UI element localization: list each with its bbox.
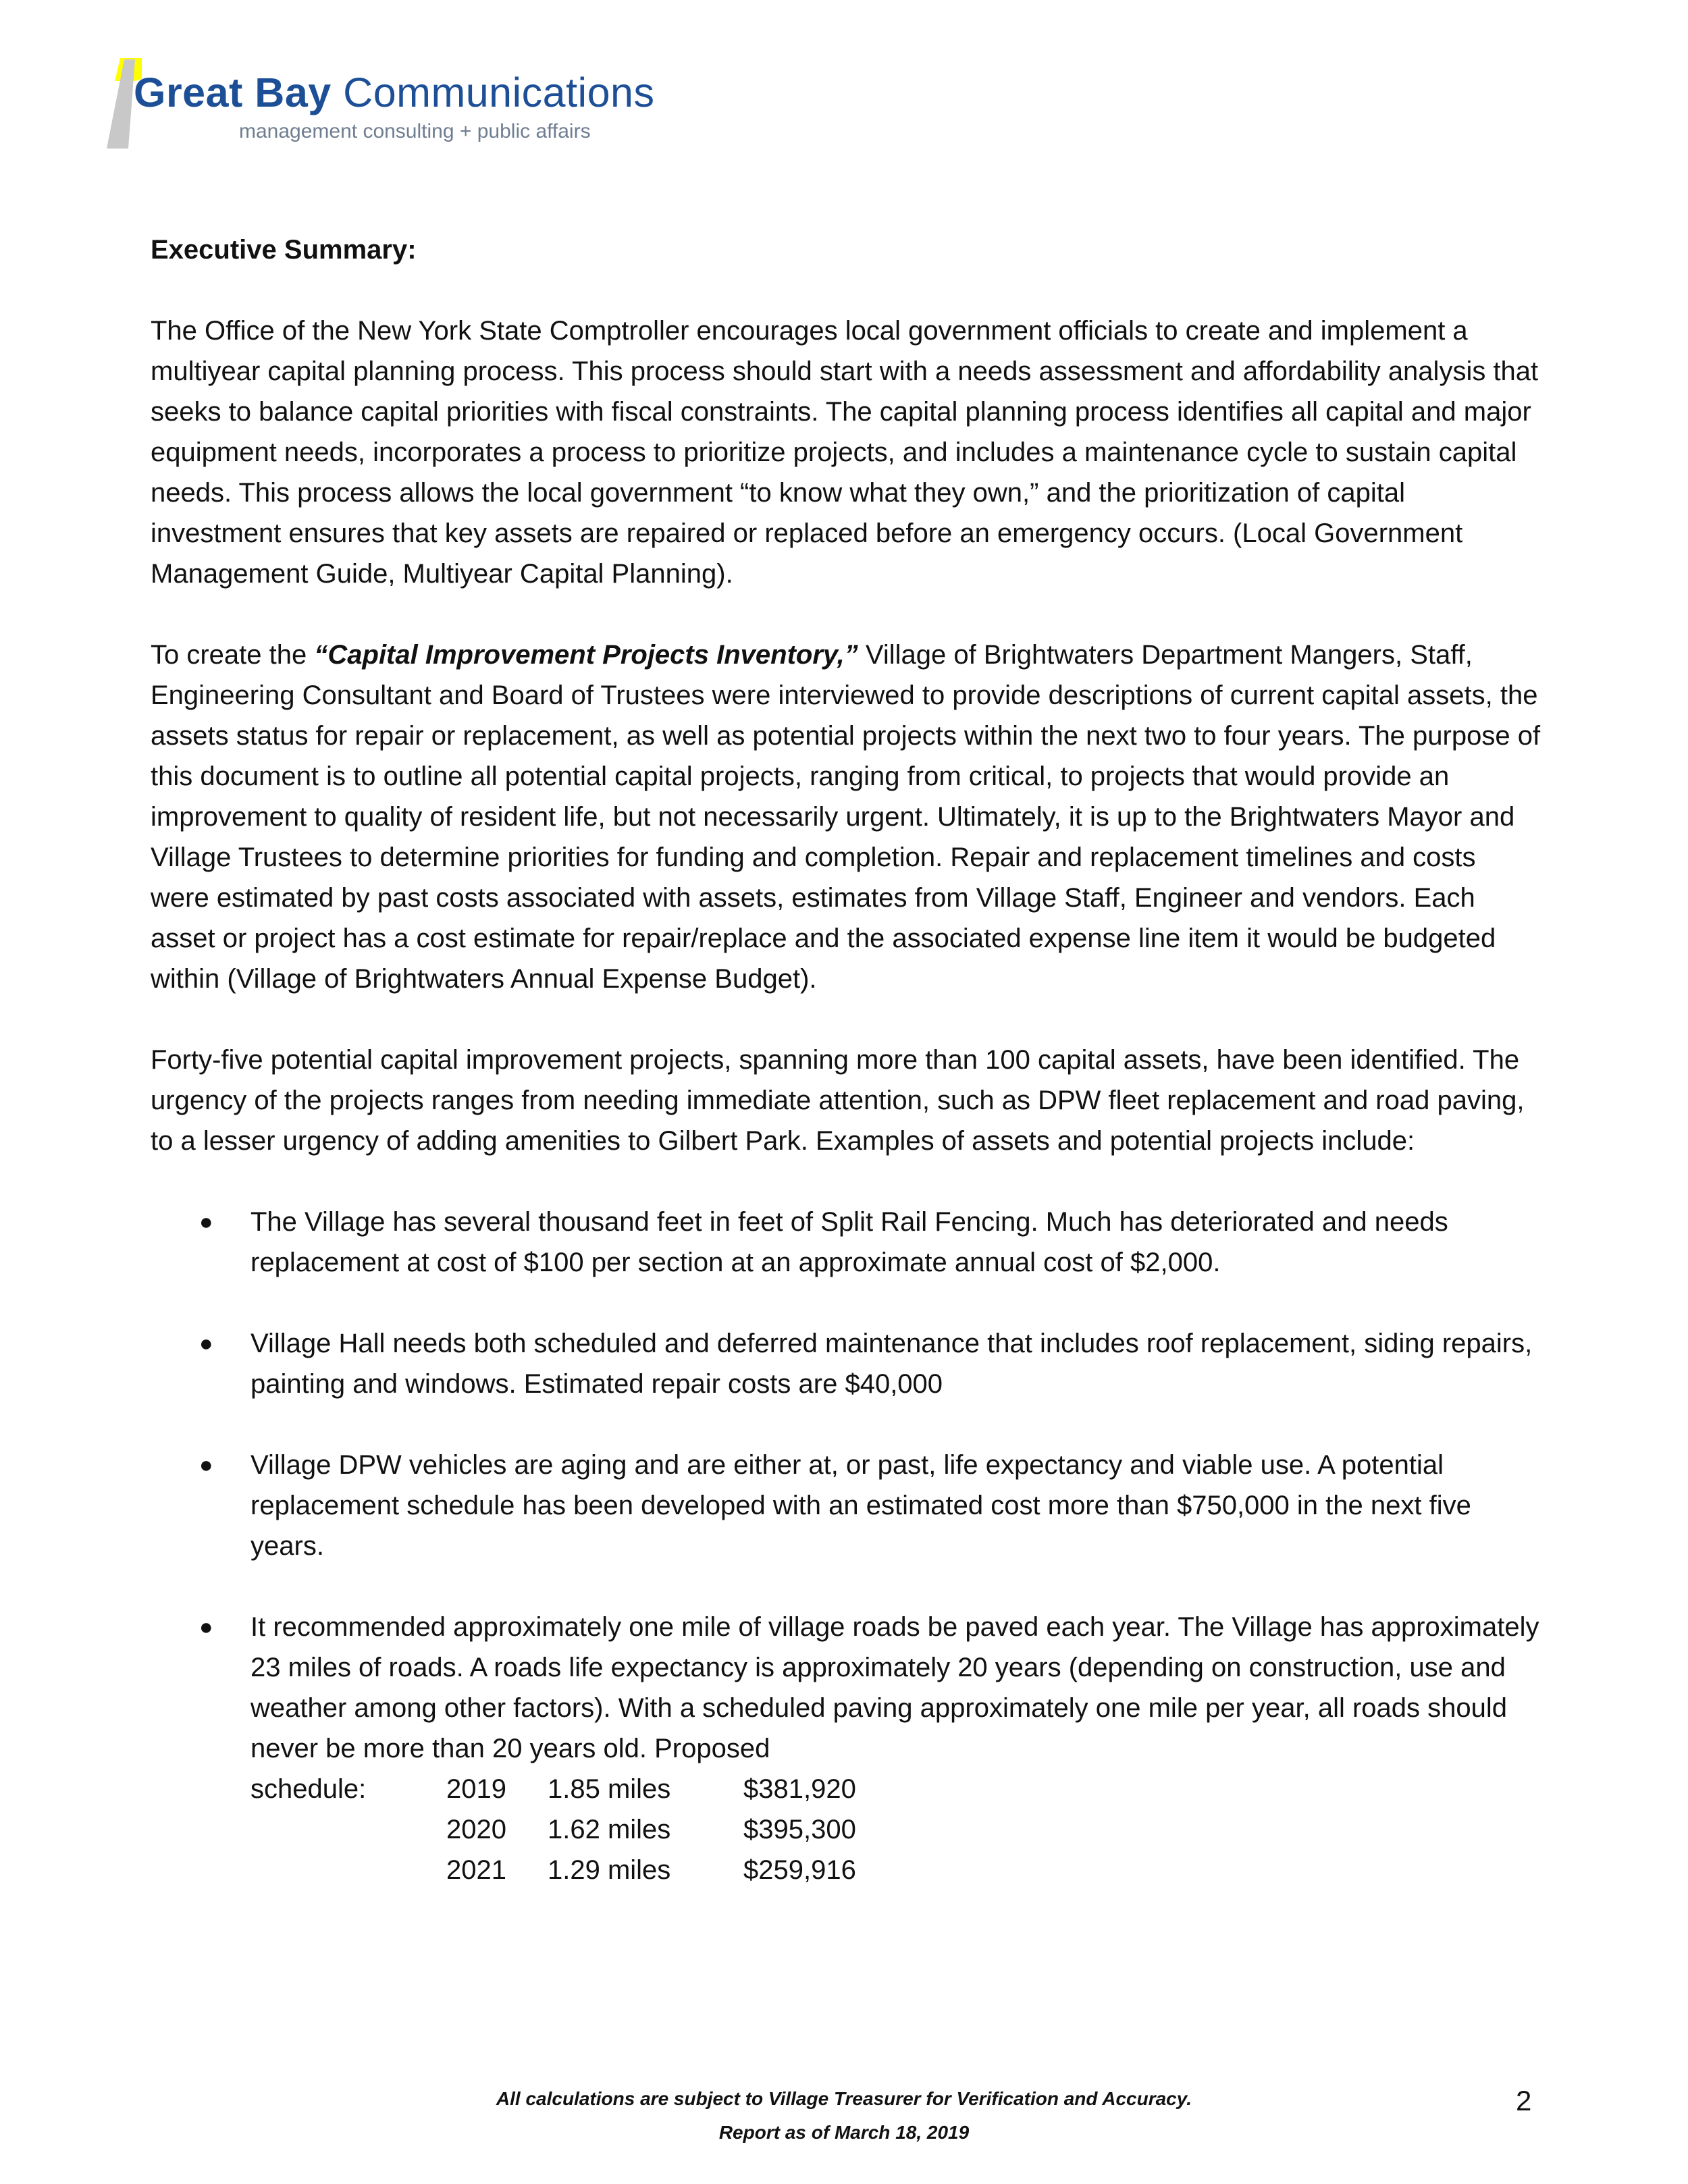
schedule-cost: $381,920 (743, 1774, 856, 1804)
schedule-miles: 1.85 miles (548, 1774, 671, 1804)
paragraph-projects: Forty-five potential capital improvement projects, spanning more than 100 capital assets, have been identified. The urgency of the projects ranges from needing immediate attention, such as DPW fleet replacement and road paving, to a lesser urgency of adding amenities to Gilbert Park. Examples of assets and potential projects include: (151, 1045, 1525, 1156)
schedule-year: 2020 (446, 1815, 506, 1844)
list-item-text: The Village has several thousand feet in feet of Split Rail Fencing. Much has deteriorated and needs replacement at cost of $100 per section at an approximate annual cost of $2,000. (250, 1207, 1448, 1277)
logo-company-name (134, 69, 654, 116)
list-item-text: Village DPW vehicles are aging and are either at, or past, life expectancy and viable use. A potential replacement schedule has been developed with an estimated cost more than $750,000 in the next five years. (250, 1450, 1471, 1561)
list-item-text: It recommended approximately one mile of village roads be paved each year. The Village has approximately 23 miles of roads. A roads life expectancy is approximately 20 years (depending on construction, use and weather among other factors). With a scheduled paving approximately one mile per year, all roads should never be more than 20 years old. Proposed (250, 1612, 1539, 1763)
schedule-cost: $395,300 (743, 1815, 856, 1844)
examples-list (151, 1202, 1541, 1890)
paragraph-intro: The Office of the New York State Comptroller encourages local government officials to create and implement a multiyear capital planning process. This process should start with a needs assessment and affordability analysis that seeks to balance capital priorities with fiscal constraints. The capital planning process identifies all capital and major equipment needs, incorporates a process to prioritize projects, and includes a maintenance cycle to sustain capital needs. This process allows the local government “to know what they own,” and the prioritization of capital investment ensures that key assets are repaired or replaced before an emergency occurs. (Local Government Management Guide, Multiyear Capital Planning). (151, 316, 1539, 589)
document-body (151, 230, 1541, 1890)
footer-disclaimer: All calculations are subject to Village Treasurer for Verification and Accuracy. (496, 2088, 1192, 2109)
list-item (151, 1607, 1541, 1890)
paragraph-inventory (151, 635, 1541, 999)
bullet-icon: ● (199, 1614, 213, 1640)
schedule-miles: 1.29 miles (548, 1855, 671, 1885)
schedule-year: 2021 (446, 1855, 506, 1885)
footer-report-date: Report as of March 18, 2019 (718, 2122, 970, 2143)
list-item-text: Village Hall needs both scheduled and deferred maintenance that includes roof replacement, siding repairs, painting and windows. Estimated repair costs are $40,000 (250, 1329, 1533, 1399)
bullet-icon: ● (199, 1209, 213, 1235)
paving-schedule-table (250, 1769, 1541, 1890)
schedule-label: schedule: (250, 1774, 367, 1804)
list-item (151, 1445, 1541, 1566)
company-logo (101, 54, 682, 155)
logo-tagline: management consulting + public affairs (239, 120, 591, 142)
logo-name-regular: Communications (343, 70, 655, 115)
logo-wordmark (134, 54, 687, 155)
inventory-title-emphasis: “Capital Improvement Projects Inventory,” (314, 640, 858, 670)
paragraph-inventory-text: Village of Brightwaters Department Mangers, Staff, Engineering Consultant and Board of Trustees were interviewed to provide descriptions of current capital assets, the assets status for repair or replacement, as well as potential projects within the next two to four years. The purpose of this document is to outline all potential capital projects, ranging from critical, to projects that would provide an improvement to quality of resident life, but not necessarily urgent. Ultimately, it is up to the Brightwaters Mayor and Village Trustees to determine priorities for funding and completion. Repair and replacement timelines and costs were estimated by past costs associated with assets, estimates from Village Staff, Engineer and vendors. Each asset or project has a cost estimate for repair/replace and the associated expense line item it would be budgeted within (Village of Brightwaters Annual Expense Budget). (151, 640, 1541, 994)
bullet-icon: ● (199, 1331, 213, 1356)
schedule-cost: $259,916 (743, 1855, 856, 1885)
paragraph-inventory-prefix: To create the (151, 640, 315, 670)
bullet-icon: ● (199, 1452, 213, 1478)
schedule-year: 2019 (446, 1774, 506, 1804)
page-number: 2 (1516, 2085, 1532, 2116)
list-item (151, 1323, 1541, 1404)
section-heading: Executive Summary: (151, 235, 417, 265)
schedule-miles: 1.62 miles (548, 1815, 671, 1844)
logo-name-bold: Great Bay (134, 70, 332, 115)
list-item (151, 1202, 1541, 1283)
